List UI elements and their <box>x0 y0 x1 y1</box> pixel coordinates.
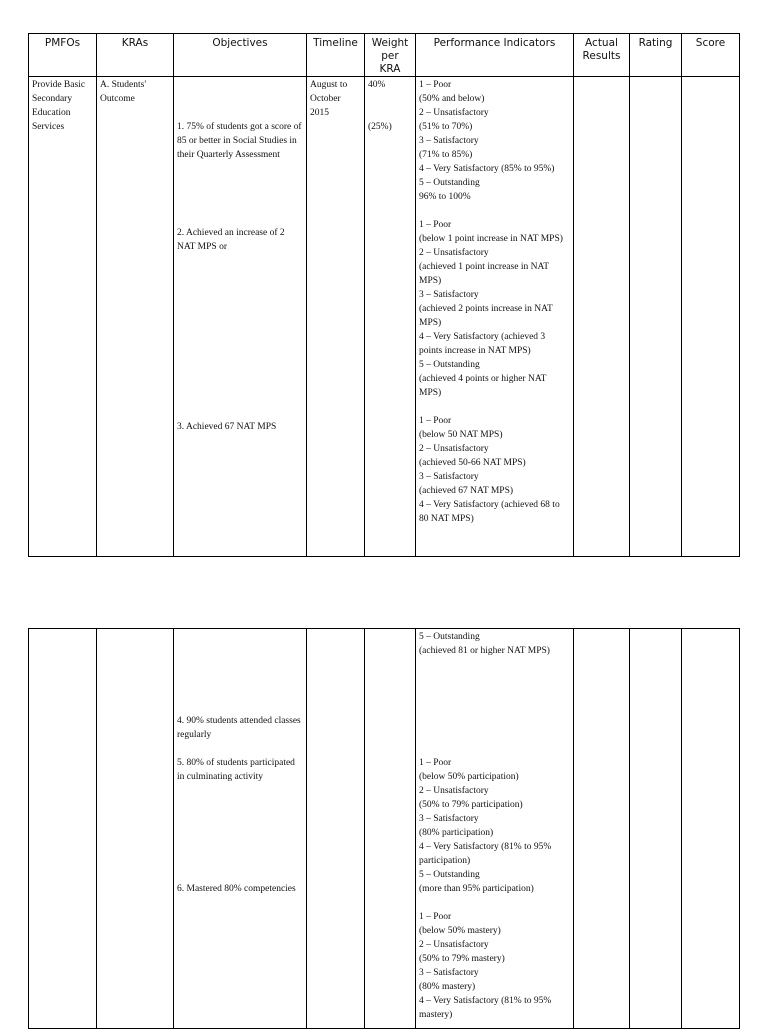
weight-objective: (25%) <box>368 122 392 132</box>
timeline-cell <box>307 629 365 1029</box>
score-cell <box>682 629 740 1029</box>
timeline-text: August to October 2015 <box>310 80 348 118</box>
score-cell <box>682 77 740 557</box>
ipcrf-table-page-2 <box>28 628 740 1029</box>
objectives-cell <box>174 77 307 557</box>
header-performance-indicators: Performance Indicators <box>416 34 574 77</box>
header-pmfos: PMFOs <box>29 34 97 77</box>
weight-kra: 40% <box>368 80 386 90</box>
objectives-cell <box>174 629 307 1029</box>
ipcrf-table-page-1 <box>28 33 740 557</box>
header-timeline: Timeline <box>307 34 365 77</box>
indicator-1: 1 – Poor (50% and below) 2 – Unsatisfactory (51% to 70%) 3 – Satisfactory (71% to 85%) 4 – Very Satisfactory (85% to 95%) 5 – Outstanding 96% to 100% <box>419 80 555 202</box>
kra-cell <box>97 629 174 1029</box>
header-kras: KRAs <box>97 34 174 77</box>
weight-cell <box>365 77 416 557</box>
pmfo-text: Provide Basic Secondary Education Services <box>32 80 86 132</box>
pmfo-cell <box>29 77 97 557</box>
header-actual-results: Actual Results <box>574 34 630 77</box>
objective-4: 4. 90% students attended classes regularly <box>177 716 301 740</box>
indicator-6: 1 – Poor (below 50% mastery) 2 – Unsatisfactory (50% to 79% mastery) 3 – Satisfactory (80% mastery) 4 – Very Satisfactory (81% to 95% mastery) <box>419 912 552 1020</box>
table-row <box>29 77 740 557</box>
rating-cell <box>630 629 682 1029</box>
objective-2: 2. Achieved an increase of 2 NAT MPS or <box>177 228 285 252</box>
header-score: Score <box>682 34 740 77</box>
objective-3: 3. Achieved 67 NAT MPS <box>177 422 277 432</box>
timeline-cell <box>307 77 365 557</box>
objective-6: 6. Mastered 80% competencies <box>177 884 296 894</box>
indicator-cont: 5 – Outstanding (achieved 81 or higher NAT MPS) <box>419 632 550 656</box>
rating-cell <box>630 77 682 557</box>
indicator-2: 1 – Poor (below 1 point increase in NAT MPS) 2 – Unsatisfactory (achieved 1 point increase in NAT MPS) 3 – Satisfactory (achieved 2 points increase in NAT MPS) 4 – Very Satisfactory (achieved 3 points increase in NAT MPS) 5 – Outstanding (achieved 4 points or higher NAT MPS) <box>419 220 563 398</box>
table-row <box>29 629 740 1029</box>
pmfo-cell <box>29 629 97 1029</box>
weight-cell <box>365 629 416 1029</box>
indicator-5: 1 – Poor (below 50% participation) 2 – Unsatisfactory (50% to 79% participation) 3 – Satisfactory (80% participation) 4 – Very Satisfactory (81% to 95% participation) 5 – Outstanding (more than 95% participation) <box>419 758 552 894</box>
objective-1: 1. 75% of students got a score of 85 or better in Social Studies in their Quarterly Assessment <box>177 122 302 160</box>
header-objectives: Objectives <box>174 34 307 77</box>
indicators-cell <box>416 629 574 1029</box>
header-weight-per-kra: Weight per KRA <box>365 34 416 77</box>
header-row <box>29 34 740 77</box>
header-rating: Rating <box>630 34 682 77</box>
indicators-cell <box>416 77 574 557</box>
actual-results-cell <box>574 77 630 557</box>
indicator-3: 1 – Poor (below 50 NAT MPS) 2 – Unsatisfactory (achieved 50-66 NAT MPS) 3 – Satisfactory (achieved 67 NAT MPS) 4 – Very Satisfactory (achieved 68 to 80 NAT MPS) <box>419 416 560 524</box>
objective-5: 5. 80% of students participated in culminating activity <box>177 758 295 782</box>
kra-text: A. Students' Outcome <box>100 80 147 104</box>
actual-results-cell <box>574 629 630 1029</box>
kra-cell <box>97 77 174 557</box>
